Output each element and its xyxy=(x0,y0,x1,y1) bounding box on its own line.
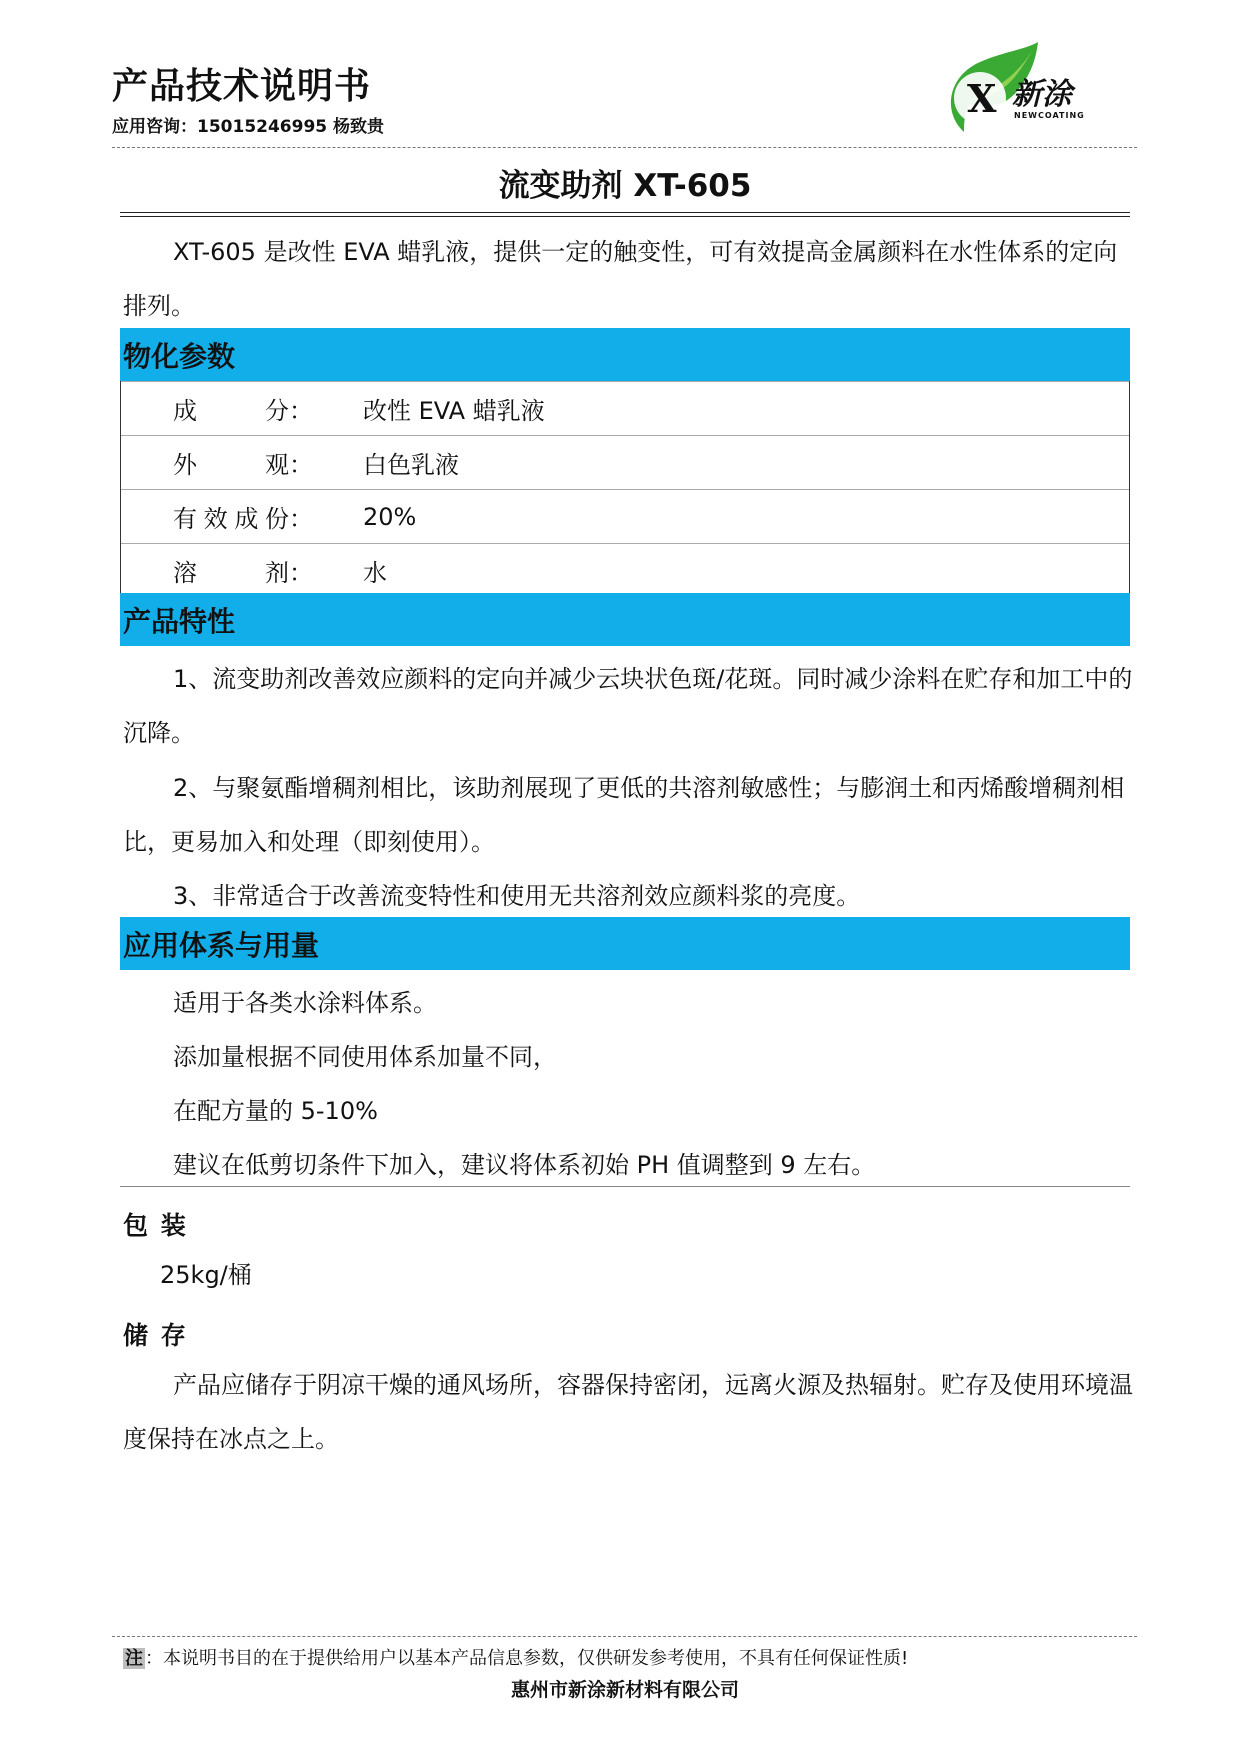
header-divider xyxy=(112,147,1137,148)
feature-item: 2、与聚氨酯增稠剂相比，该助剂展现了更低的共溶剂敏感性；与膨润土和丙烯酸增稠剂相比，更易加入和处理（即刻使用）。 xyxy=(123,774,1125,856)
application-line: 添加量根据不同使用体系加量不同， xyxy=(173,1043,557,1071)
feature-item: 1、流变助剂改善效应颜料的定向并减少云块状色斑/花斑。同时减少涂料在贮存和加工中的沉降。 xyxy=(123,665,1133,747)
param-row-composition: 成分： 改性 EVA 蜡乳液 xyxy=(121,381,1129,435)
params-table xyxy=(120,381,1130,598)
param-value: 白色乳液 xyxy=(363,451,459,479)
section-application-header: 应用体系与用量 xyxy=(120,917,1130,970)
logo-brand-sub: NEWCOATING xyxy=(1014,111,1085,120)
param-label: 外观 xyxy=(173,451,289,479)
contact-info: 应用咨询：15015246995 杨致贵 xyxy=(112,117,385,137)
param-value: 水 xyxy=(363,559,387,587)
application-line: 适用于各类水涂料体系。 xyxy=(173,989,437,1017)
application-line: 在配方量的 5-10% xyxy=(173,1097,378,1125)
footer-disclaimer xyxy=(123,1644,908,1670)
application-line: 建议在低剪切条件下加入，建议将体系初始 PH 值调整到 9 左右。 xyxy=(173,1151,876,1179)
param-label: 有效成份 xyxy=(173,505,289,533)
param-value: 改性 EVA 蜡乳液 xyxy=(363,397,545,425)
product-intro: XT-605 是改性 EVA 蜡乳液，提供一定的触变性，可有效提高金属颜料在水性体系的定向排列。 xyxy=(123,238,1118,320)
note-mark: 注 xyxy=(125,1648,143,1669)
logo-x-mark: X xyxy=(967,76,997,121)
packaging-heading: 包 装 xyxy=(123,1211,188,1240)
param-row-solvent: 溶剂： 水 xyxy=(121,543,1129,597)
title-double-rule xyxy=(120,212,1130,217)
document-type-title: 产品技术说明书 xyxy=(112,66,372,107)
footer-company-name: 惠州市新涂新材料有限公司 xyxy=(510,1679,739,1701)
product-title: 流变助剂 XT-605 xyxy=(498,168,752,204)
storage-heading: 储 存 xyxy=(123,1321,188,1350)
storage-text: 产品应储存于阴凉干燥的通风场所，容器保持密闭，远离火源及热辐射。贮存及使用环境温度保持在冰点之上。 xyxy=(123,1371,1133,1453)
section-features-header: 产品特性 xyxy=(120,593,1130,646)
company-logo xyxy=(940,40,1120,144)
packaging-value: 25kg/桶 xyxy=(160,1261,252,1289)
section-params-header: 物化参数 xyxy=(120,328,1130,381)
param-row-active-content: 有效成份： 20% xyxy=(121,489,1129,543)
param-label: 成分 xyxy=(173,397,289,425)
param-row-appearance: 外观： 白色乳液 xyxy=(121,435,1129,489)
param-label: 溶剂 xyxy=(173,559,289,587)
param-value: 20% xyxy=(363,502,417,531)
footer-note-text: ：本说明书目的在于提供给用户以基本产品信息参数，仅供研发参考使用，不具有任何保证性质! xyxy=(145,1648,909,1669)
feature-item: 3、非常适合于改善流变特性和使用无共溶剂效应颜料浆的亮度。 xyxy=(173,882,861,910)
logo-brand-name: 新涂 xyxy=(1012,77,1072,112)
application-divider xyxy=(120,1186,1130,1187)
footer-divider xyxy=(112,1636,1137,1637)
